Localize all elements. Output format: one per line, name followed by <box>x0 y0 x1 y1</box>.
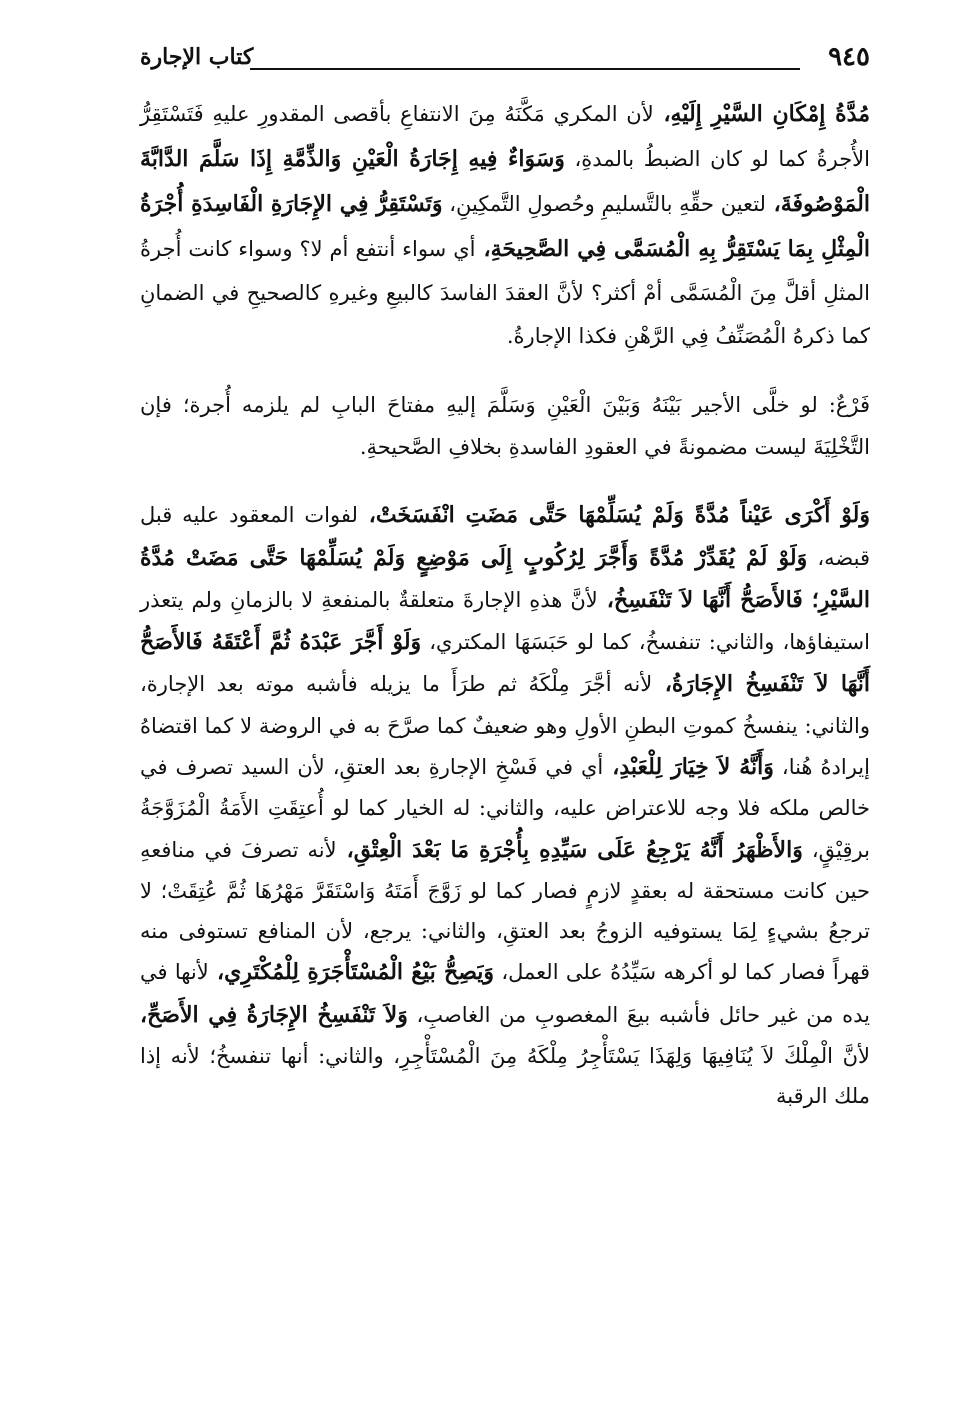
commentary-text: لأنه أجَّرَ مِلْكَهُ ثم طرَأَ ما يزيله فأشبه موته بعد الإجارة، والثاني: ينفسخُ كموتِ البطنِ الأولِ وهو ضعيفٌ كما صرَّحَ به في الروضة لا كما اقتضاهُ إيرادهُ هُنا، <box>140 672 870 779</box>
commentary-text: لفوات المعقود عليه قبل قبضه، <box>140 503 870 570</box>
matn-text: وَلَوْ أَكْرَى عَيْناً مُدَّةً وَلَمْ يُسَلِّمْهَا حَتَّى مَضَتِ انْفَسَخَتْ، <box>357 502 870 529</box>
paragraph-2 <box>140 384 870 468</box>
commentary-text: لأنَّ هذهِ الإجارةَ متعلقةٌ بالمنفعةِ لا بالزمانِ ولم يتعذر استيفاؤها، والثاني: تنفسخُ، كما لو حَبَسَهَا المكتري، <box>140 587 870 655</box>
matn-text: وَيَصِحُّ بَيْعُ الْمُسْتَأْجَرَةِ لِلْمُكْتَرِي، <box>208 959 495 986</box>
matn-text: وَلَوْ لَمْ يُقَدِّرْ مُدَّةً وَأَجَّرَ لِرُكُوبٍ إِلَى مَوْضِعٍ وَلَمْ يُسَلِّمْهَا حَتَّى مَضَتْ مُدَّةُ السَّيْرِ؛ فَالأَصَحُّ أَنَّهَا لاَ تَنْفَسِخُ، <box>140 544 870 613</box>
commentary-text: لأن المكري مَكَّنَهُ مِنَ الانتفاعِ بأقصى المقدورِ عليهِ فَتَسْتَقِرُّ الأُجرةُ كما لو كان الضبطُ بالمدةِ، <box>140 102 870 172</box>
header-rule <box>250 68 800 70</box>
page-number: ٩٤٥ <box>828 42 870 72</box>
commentary-text: لأنه تصرفَ في منافعهِ حين كانت مستحقة له بعقدٍ لازمٍ فصار كما لو زَوَّجَ أَمَتَهُ وَاسْتَقَرَّ مَهْرُهَا ثُمَّ عُتِقَتْ؛ لا ترجعُ بشيءٍ لِمَا يستوفيه الزوجُ بعد العتقِ، والثاني: يرجع، لأن المنافع تستوفى منه قهراً فصار كما لو أكرهه سَيِّدُهُ على العمل، <box>140 837 870 985</box>
paragraph-1 <box>140 92 870 358</box>
commentary-text: فَرْعٌ: لو خلَّى الأجير بَيْنَهُ وَبَيْنَ الْعَيْنِ وَسَلَّمَ إليهِ مفتاحَ البابِ لم يلزمه أُجرة؛ فإن التَّخْلِيَةَ ليست مضمونةً في العقودِ الفاسدةِ بخلافِ الصَّحيحةِ. <box>140 393 870 460</box>
matn-text: وَسَوَاءٌ فِيهِ إِجَارَةُ الْعَيْنِ وَالذِّمَّةِ إِذَا سَلَّمَ الدَّابَّةَ الْمَوْصُوفَةَ، <box>140 146 870 218</box>
matn-text: وَلاَ تَنْفَسِخُ الإِجَارَةُ فِي الأَصَحِّ، <box>140 1001 408 1028</box>
matn-text: وَالأَظْهَرُ أَنَّهُ يَرْجِعُ عَلَى سَيِّدِهِ بِأُجْرَةِ مَا بَعْدَ الْعِتْقِ، <box>336 836 803 863</box>
matn-text: مُدَّةُ إِمْكَانِ السَّيْرِ إِلَيْهِ، <box>653 101 870 127</box>
matn-text: وَلَوْ أَجَّرَ عَبْدَهُ ثُمَّ أَعْتَقَهُ فَالأَصَحُّ أَنَّهَا لاَ تَنْفَسِخُ الإِجَارَةُ، <box>140 629 870 698</box>
commentary-text: لأنها في يده من غير حائل فأشبه بيعَ المغصوبِ من الغاصبِ، <box>140 960 870 1027</box>
commentary-text: أي سواء أنتفع أم لا؟ وسواء كانت أُجرةُ المثلِ أقلَّ مِنَ الْمُسَمَّى أمْ أكثر؟ لأنَّ العقدَ الفاسدَ كالبيعِ وغيرهِ كالصحيحِ في الضمانِ كما ذكرهُ الْمُصَنِّفُ فِي الرَّهْنِ فكذا الإجارةُ. <box>140 237 870 349</box>
matn-text: وَتَسْتَقِرُّ فِي الإِجَارَةِ الْفَاسِدَةِ أُجْرَةُ الْمِثْلِ بِمَا يَسْتَقِرُّ بِهِ الْمُسَمَّى فِي الصَّحِيحَةِ، <box>140 191 870 263</box>
paragraph-3 <box>140 494 870 1116</box>
page-header <box>140 40 870 76</box>
main-text <box>140 92 870 1116</box>
matn-text: وَأَنَّهُ لاَ خِيَارَ لِلْعَبْدِ، <box>603 753 774 780</box>
commentary-text: لتعين حقِّهِ بالتَّسليمِ وحُصولِ التَّمكِينِ، <box>442 192 766 217</box>
commentary-text: لأنَّ الْمِلْكَ لاَ يُنَافِيهَا وَلِهَذَا يَسْتَأْجِرُ مِلْكَهُ مِنَ الْمُسْتَأْجِرِ، والثاني: أنها تنفسخُ؛ لأنه إذا ملك الرقبة <box>140 1043 870 1109</box>
book-title: كتاب الإجارة <box>140 44 254 70</box>
commentary-text: أي في فَسْخِ الإجارةِ بعد العتقِ، لأن السيد تصرف في خالص ملكه فلا وجه للاعتراض عليه، والثاني: له الخيار كما لو أُعتِقَتِ الأَمَةُ الْمُزَوَّجَةُ برقِيْقٍ، <box>140 754 870 862</box>
